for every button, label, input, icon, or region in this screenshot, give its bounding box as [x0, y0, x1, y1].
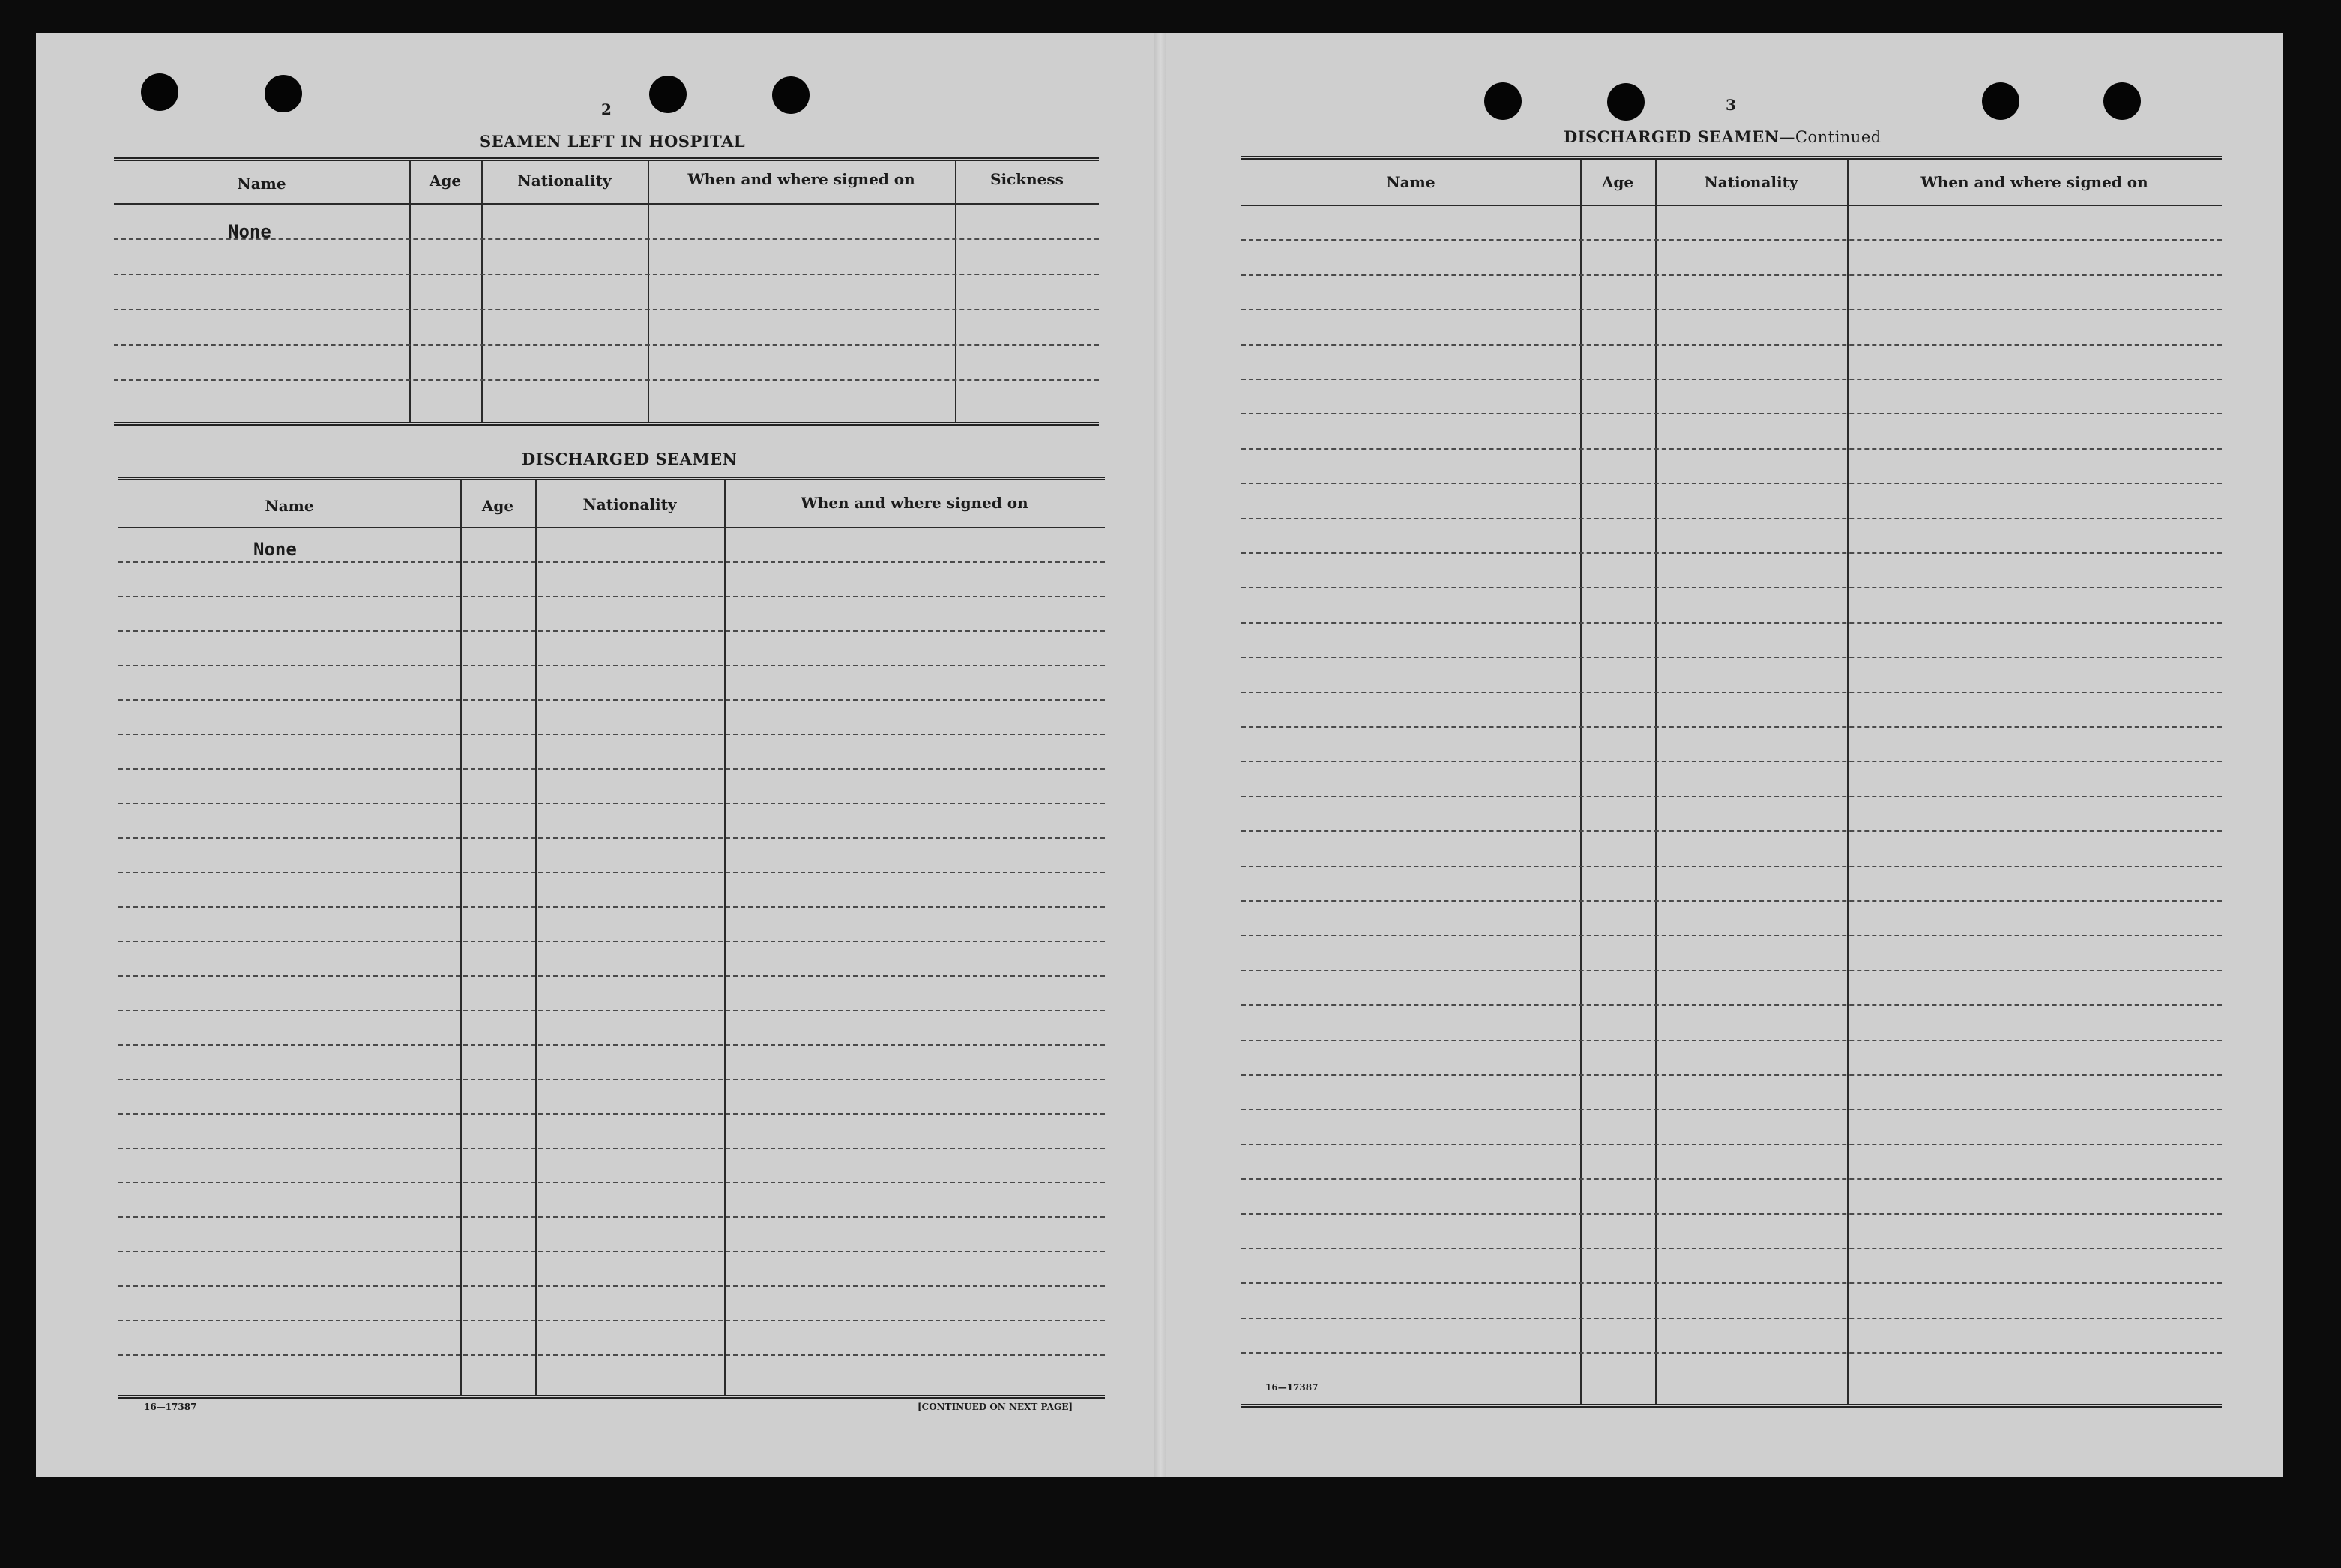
table-row-line: [1241, 1040, 2222, 1041]
header-name: Name: [265, 497, 314, 515]
header-name: Name: [237, 175, 286, 193]
table-row-line: [114, 344, 1099, 346]
table-row-line: [1241, 935, 2222, 936]
column-divider: [955, 161, 956, 422]
table-row-line: [118, 1079, 1105, 1080]
table-row-line: [1241, 866, 2222, 867]
hospital-table: [114, 157, 1099, 426]
table-row-line: [114, 238, 1099, 240]
table-row-line: [1241, 309, 2222, 310]
table-row-line: [118, 1148, 1105, 1149]
discharged-table: [118, 477, 1105, 1399]
column-divider: [648, 161, 649, 422]
table-row-line: [1241, 1178, 2222, 1180]
table-row-line: [118, 1320, 1105, 1321]
table-row-line: [1241, 1109, 2222, 1110]
table-row-line: [118, 1182, 1105, 1183]
table-row-line: [118, 561, 1105, 563]
table-row-line: [114, 379, 1099, 381]
header-age: Age: [429, 172, 462, 190]
table-row-line: [118, 1251, 1105, 1252]
table-row-line: [1241, 830, 2222, 832]
column-divider: [409, 161, 411, 422]
form-number-left: 16—17387: [144, 1402, 197, 1412]
punch-hole: [141, 73, 178, 111]
center-fold: [1154, 33, 1166, 1477]
punch-hole: [2103, 82, 2141, 120]
header-age: Age: [1601, 173, 1634, 191]
header-when-where: When and where signed on: [801, 494, 1028, 512]
table-row-line: [1241, 726, 2222, 728]
column-divider: [535, 480, 537, 1395]
table-row-line: [1241, 413, 2222, 414]
table-row-line: [1241, 657, 2222, 658]
table-row-line: [1241, 1248, 2222, 1249]
header-when-where: When and where signed on: [1920, 173, 2148, 191]
hospital-title: SEAMEN LEFT IN HOSPITAL: [480, 132, 746, 151]
table-row-line: [1241, 274, 2222, 276]
table-row-line: [118, 803, 1105, 804]
header-nationality: Nationality: [1704, 173, 1798, 191]
table-row-line: [1241, 692, 2222, 693]
discharged-continued-title: [1564, 127, 1881, 146]
column-divider: [481, 161, 483, 422]
title-continued: —Continued: [1779, 128, 1881, 146]
table-row-line: [1241, 239, 2222, 241]
page-number-left: 2: [601, 100, 612, 118]
hospital-entry-name: None: [228, 221, 271, 242]
punch-hole: [265, 75, 302, 112]
header-nationality: Nationality: [582, 495, 677, 513]
table-row-line: [118, 872, 1105, 873]
table-row-line: [1241, 344, 2222, 346]
table-row-line: [1241, 1318, 2222, 1319]
header-name: Name: [1386, 173, 1435, 191]
table-row-line: [1241, 379, 2222, 380]
table-row-line: [118, 699, 1105, 701]
table-row-line: [1241, 552, 2222, 554]
column-divider: [1655, 160, 1657, 1404]
table-row-line: [1241, 900, 2222, 902]
table-row-line: [118, 596, 1105, 597]
discharged-entry-name: None: [253, 539, 297, 560]
table-row-line: [1241, 587, 2222, 588]
table-row-line: [114, 309, 1099, 310]
form-number-right: 16—17387: [1265, 1382, 1319, 1393]
table-row-line: [1241, 1352, 2222, 1354]
discharged-continued-table: [1241, 156, 2222, 1408]
discharged-title: DISCHARGED SEAMEN: [522, 450, 738, 468]
discharged-header-row: [118, 480, 1105, 528]
punch-hole: [1607, 83, 1645, 121]
table-row-line: [1241, 761, 2222, 762]
table-row-line: [118, 1010, 1105, 1011]
punch-hole: [772, 76, 810, 114]
table-row-line: [1241, 448, 2222, 450]
right-header-row: [1241, 160, 2222, 206]
table-row-line: [118, 734, 1105, 735]
table-row-line: [118, 837, 1105, 839]
table-row-line: [1241, 1004, 2222, 1006]
table-row-line: [118, 941, 1105, 942]
table-row-line: [118, 1113, 1105, 1115]
header-when-where: When and where signed on: [687, 170, 915, 188]
header-sickness: Sickness: [990, 170, 1064, 188]
table-row-line: [1241, 1213, 2222, 1215]
table-row-line: [118, 975, 1105, 977]
table-row-line: [1241, 970, 2222, 971]
header-age: Age: [481, 497, 514, 515]
column-divider: [1580, 160, 1582, 1404]
punch-hole: [649, 76, 687, 113]
title-main: DISCHARGED SEAMEN: [1564, 127, 1780, 146]
punch-hole: [1484, 82, 1522, 120]
table-row-line: [1241, 1074, 2222, 1076]
table-row-line: [118, 906, 1105, 908]
table-row-line: [1241, 1144, 2222, 1145]
column-divider: [724, 480, 726, 1395]
document-sheet: [36, 33, 2283, 1477]
table-row-line: [118, 1285, 1105, 1287]
column-divider: [460, 480, 462, 1395]
continued-note: [CONTINUED ON NEXT PAGE]: [918, 1402, 1073, 1412]
table-row-line: [1241, 518, 2222, 519]
table-row-line: [118, 1354, 1105, 1356]
table-row-line: [118, 630, 1105, 632]
table-row-line: [118, 768, 1105, 770]
page-number-right: 3: [1726, 96, 1736, 114]
table-row-line: [1241, 1282, 2222, 1284]
column-divider: [1847, 160, 1849, 1404]
table-row-line: [1241, 796, 2222, 797]
hospital-header-row: [114, 161, 1099, 205]
punch-hole: [1982, 82, 2019, 120]
table-row-line: [118, 665, 1105, 666]
table-row-line: [118, 1216, 1105, 1218]
table-row-line: [118, 1044, 1105, 1046]
table-row-line: [114, 274, 1099, 275]
header-nationality: Nationality: [517, 172, 612, 190]
table-row-line: [1241, 483, 2222, 484]
table-row-line: [1241, 622, 2222, 624]
